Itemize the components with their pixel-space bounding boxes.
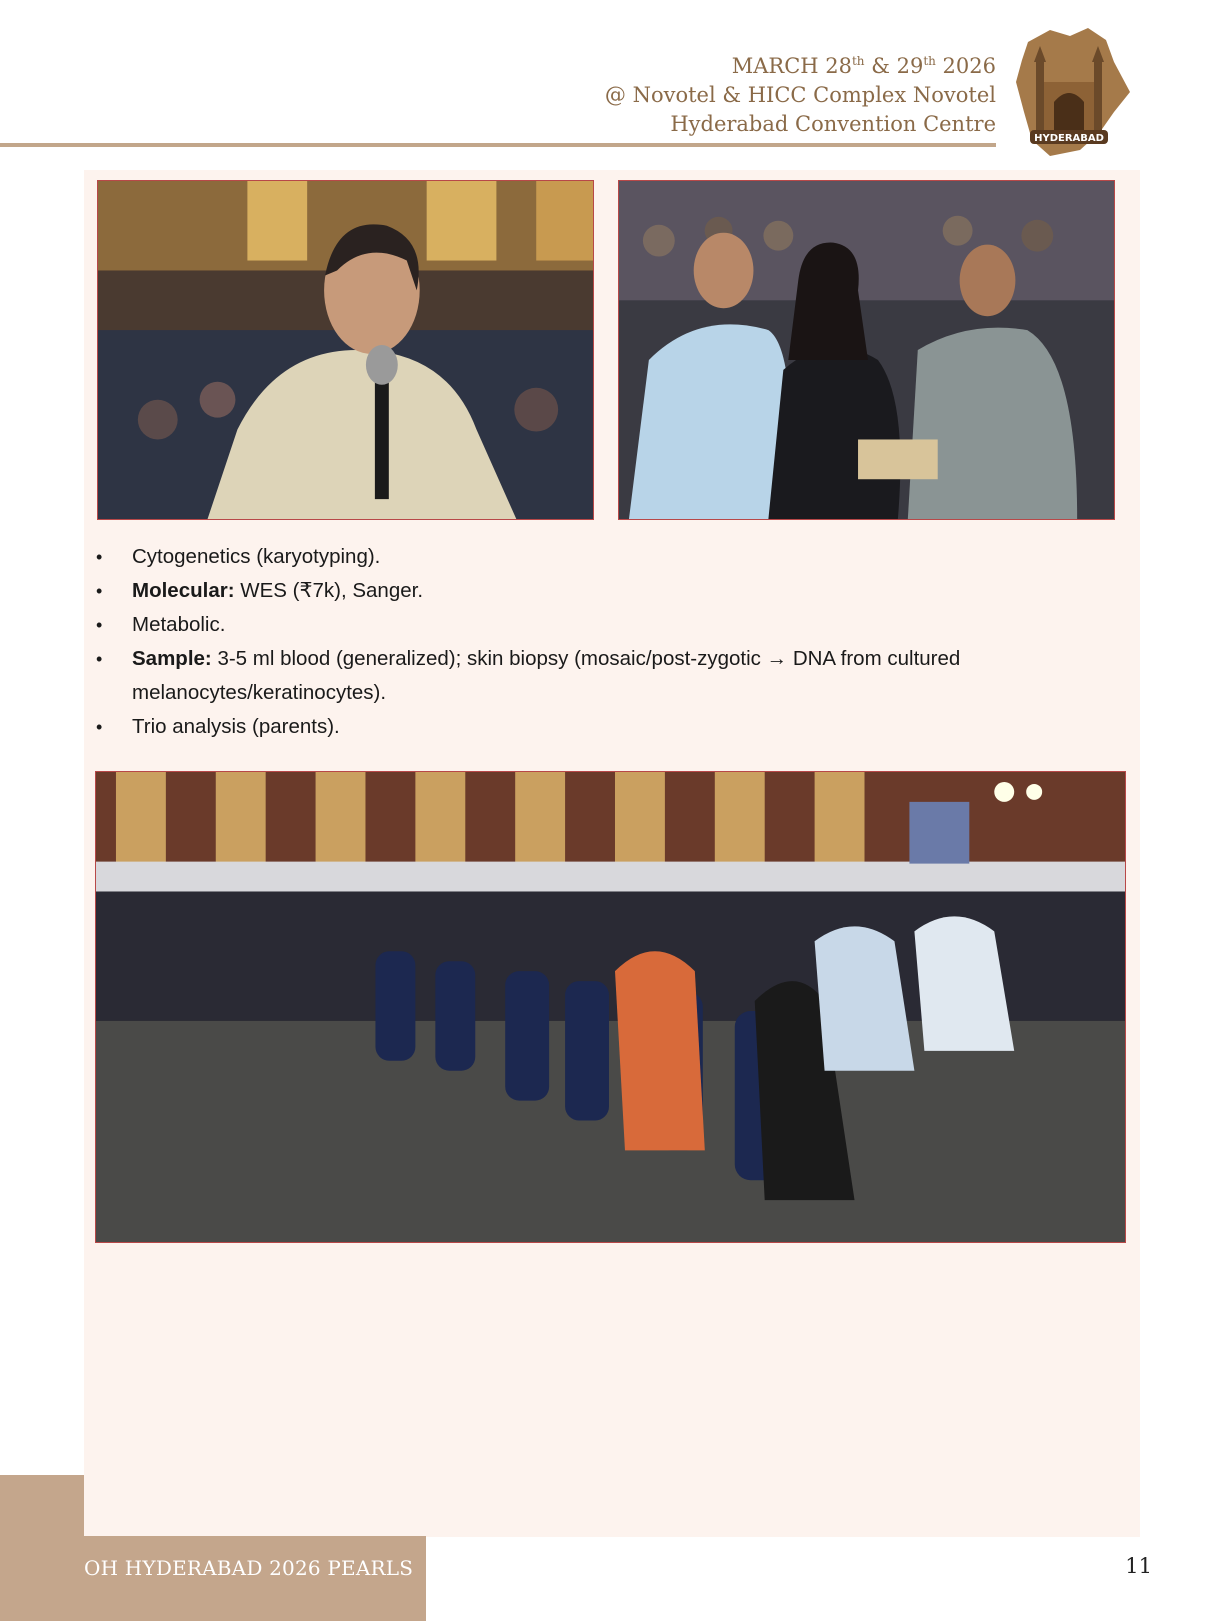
hyderabad-logo [1010, 22, 1138, 162]
event-header [605, 52, 996, 139]
venue-line-2: Hyderabad Convention Centre [670, 112, 996, 136]
genetic-testing-list [96, 540, 1056, 744]
footer-title: OH HYDERABAD 2026 PEARLS [84, 1556, 414, 1580]
venue-line-1: @ Novotel & HICC Complex Novotel [604, 83, 996, 107]
conference-hall-photo [95, 771, 1126, 1243]
list-item: • Trio analysis (parents). [96, 715, 340, 738]
list-item: • Sample: 3-5 ml blood (generalized); skin biopsy (mosaic/post-zygotic → DNA from cultured melanocytes/keratinocytes). [96, 647, 961, 704]
event-date: MARCH 28th & 29th 2026 [731, 54, 996, 78]
header-divider [0, 143, 996, 147]
list-item: • Molecular: WES (₹7k), Sanger. [96, 579, 424, 602]
list-item: • Metabolic. [96, 613, 226, 636]
audience-closeup-photo [618, 180, 1115, 520]
logo-label: HYDERABAD [1034, 133, 1104, 144]
page-number: 11 [1125, 1554, 1152, 1578]
list-item: • Cytogenetics (karyotyping). [96, 545, 381, 568]
speaker-photo [97, 180, 594, 520]
